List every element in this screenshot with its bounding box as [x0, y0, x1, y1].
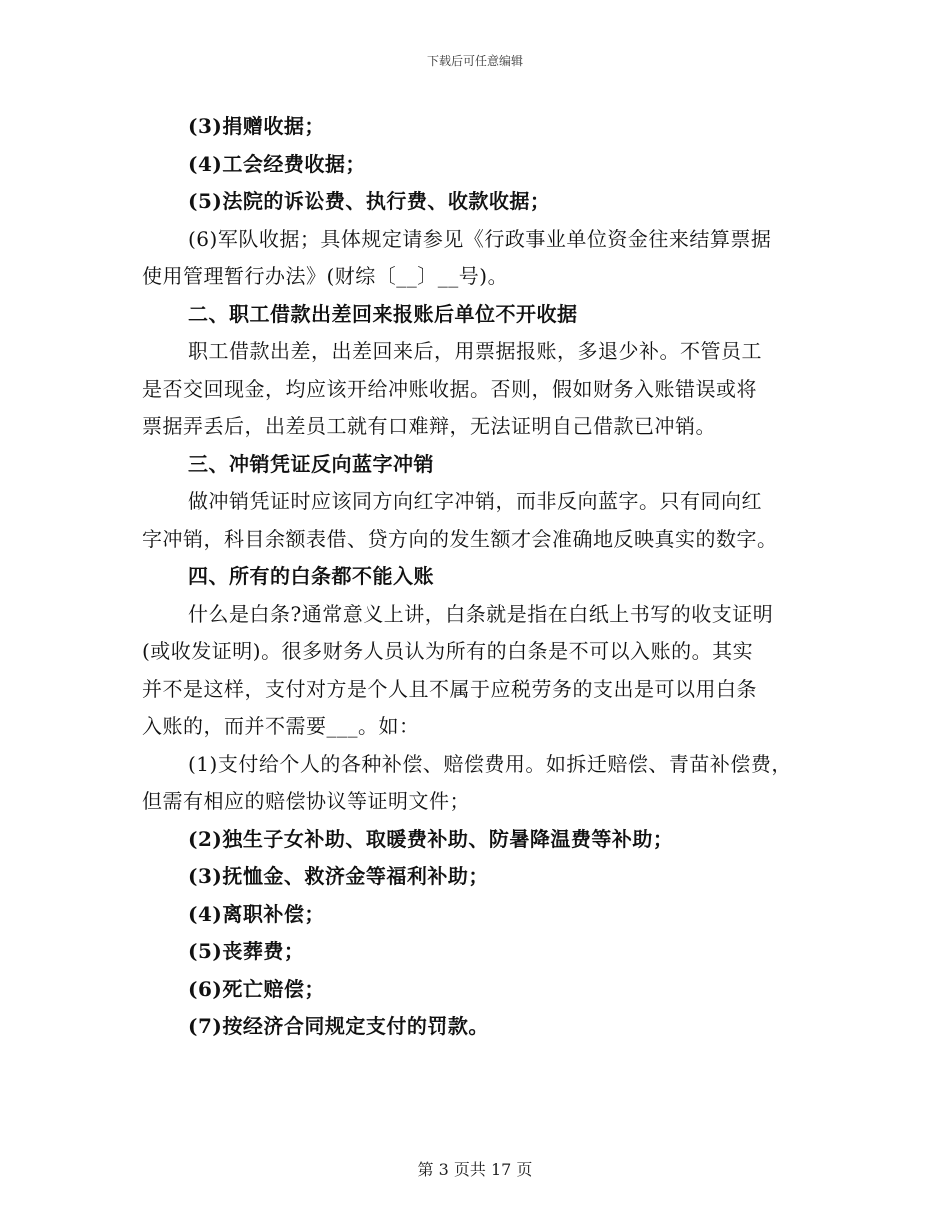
list-item-3: (3)抚恤金、救济金等福利补助；: [188, 864, 489, 888]
text-line-5: 使用管理暂行办法》(财综〔__〕__号)。: [142, 264, 509, 288]
list-item-6: (6)死亡赔偿；: [188, 976, 325, 1001]
text-line-15: (或收发证明)。很多财务人员认为所有的白条是不可以入账的。其实: [142, 639, 754, 663]
text-line-11: 做冲销凭证时应该同方向红字冲销，而非反向蓝字。只有同向红: [188, 489, 762, 513]
page-footer: 第 3 页共 17 页: [417, 1160, 533, 1179]
list-item-2: (2)独生子女补助、取暖费补助、防暑降温费等补助；: [188, 826, 674, 851]
section-heading-3: 三、冲销凭证反向蓝字冲销: [188, 451, 434, 476]
text-line-14: 什么是白条?通常意义上讲，白条就是指在白纸上书写的收支证明: [188, 601, 774, 626]
text-line-19: 但需有相应的赔偿协议等证明文件；: [142, 789, 470, 813]
list-item-7: (7)按经济合同规定支付的罚款。: [188, 1014, 489, 1038]
text-line-7: 职工借款出差，出差回来后，用票据报账，多退少补。不管员工: [188, 339, 762, 363]
list-item-5: (5)丧葬费；: [188, 939, 305, 963]
text-line-9: 票据弄丢后，出差员工就有口难辩，无法证明自己借款已冲销。: [142, 414, 716, 438]
section-heading-4: 四、所有的白条都不能入账: [188, 564, 434, 588]
page-header: 下载后可任意编辑: [426, 54, 523, 68]
document-body: [142, 108, 822, 1046]
text-line-3: (5)法院的诉讼费、执行费、收款收据；: [188, 189, 551, 213]
text-line-8: 是否交回现金，均应该开给冲账收据。否则，假如财务入账错误或将: [142, 376, 757, 401]
text-line-1: (3)捐赠收据；: [188, 114, 325, 138]
text-line-17: 入账的，而并不需要___。如：: [142, 714, 420, 738]
text-line-12: 字冲销，科目余额表借、贷方向的发生额才会准确地反映真实的数字。: [142, 526, 778, 551]
text-line-4: (6)军队收据；具体规定请参见《行政事业单位资金往来结算票据: [188, 226, 772, 251]
list-item-4: (4)离职补偿；: [188, 901, 325, 926]
text-line-16: 并不是这样，支付对方是个人且不属于应税劳务的支出是可以用白条: [142, 676, 757, 701]
section-heading-2: 二、职工借款出差回来报账后单位不开收据: [188, 301, 578, 326]
text-line-18: (1)支付给个人的各种补偿、赔偿费用。如拆迁赔偿、青苗补偿费，: [188, 751, 792, 776]
text-line-2: (4)工会经费收据；: [188, 151, 366, 176]
